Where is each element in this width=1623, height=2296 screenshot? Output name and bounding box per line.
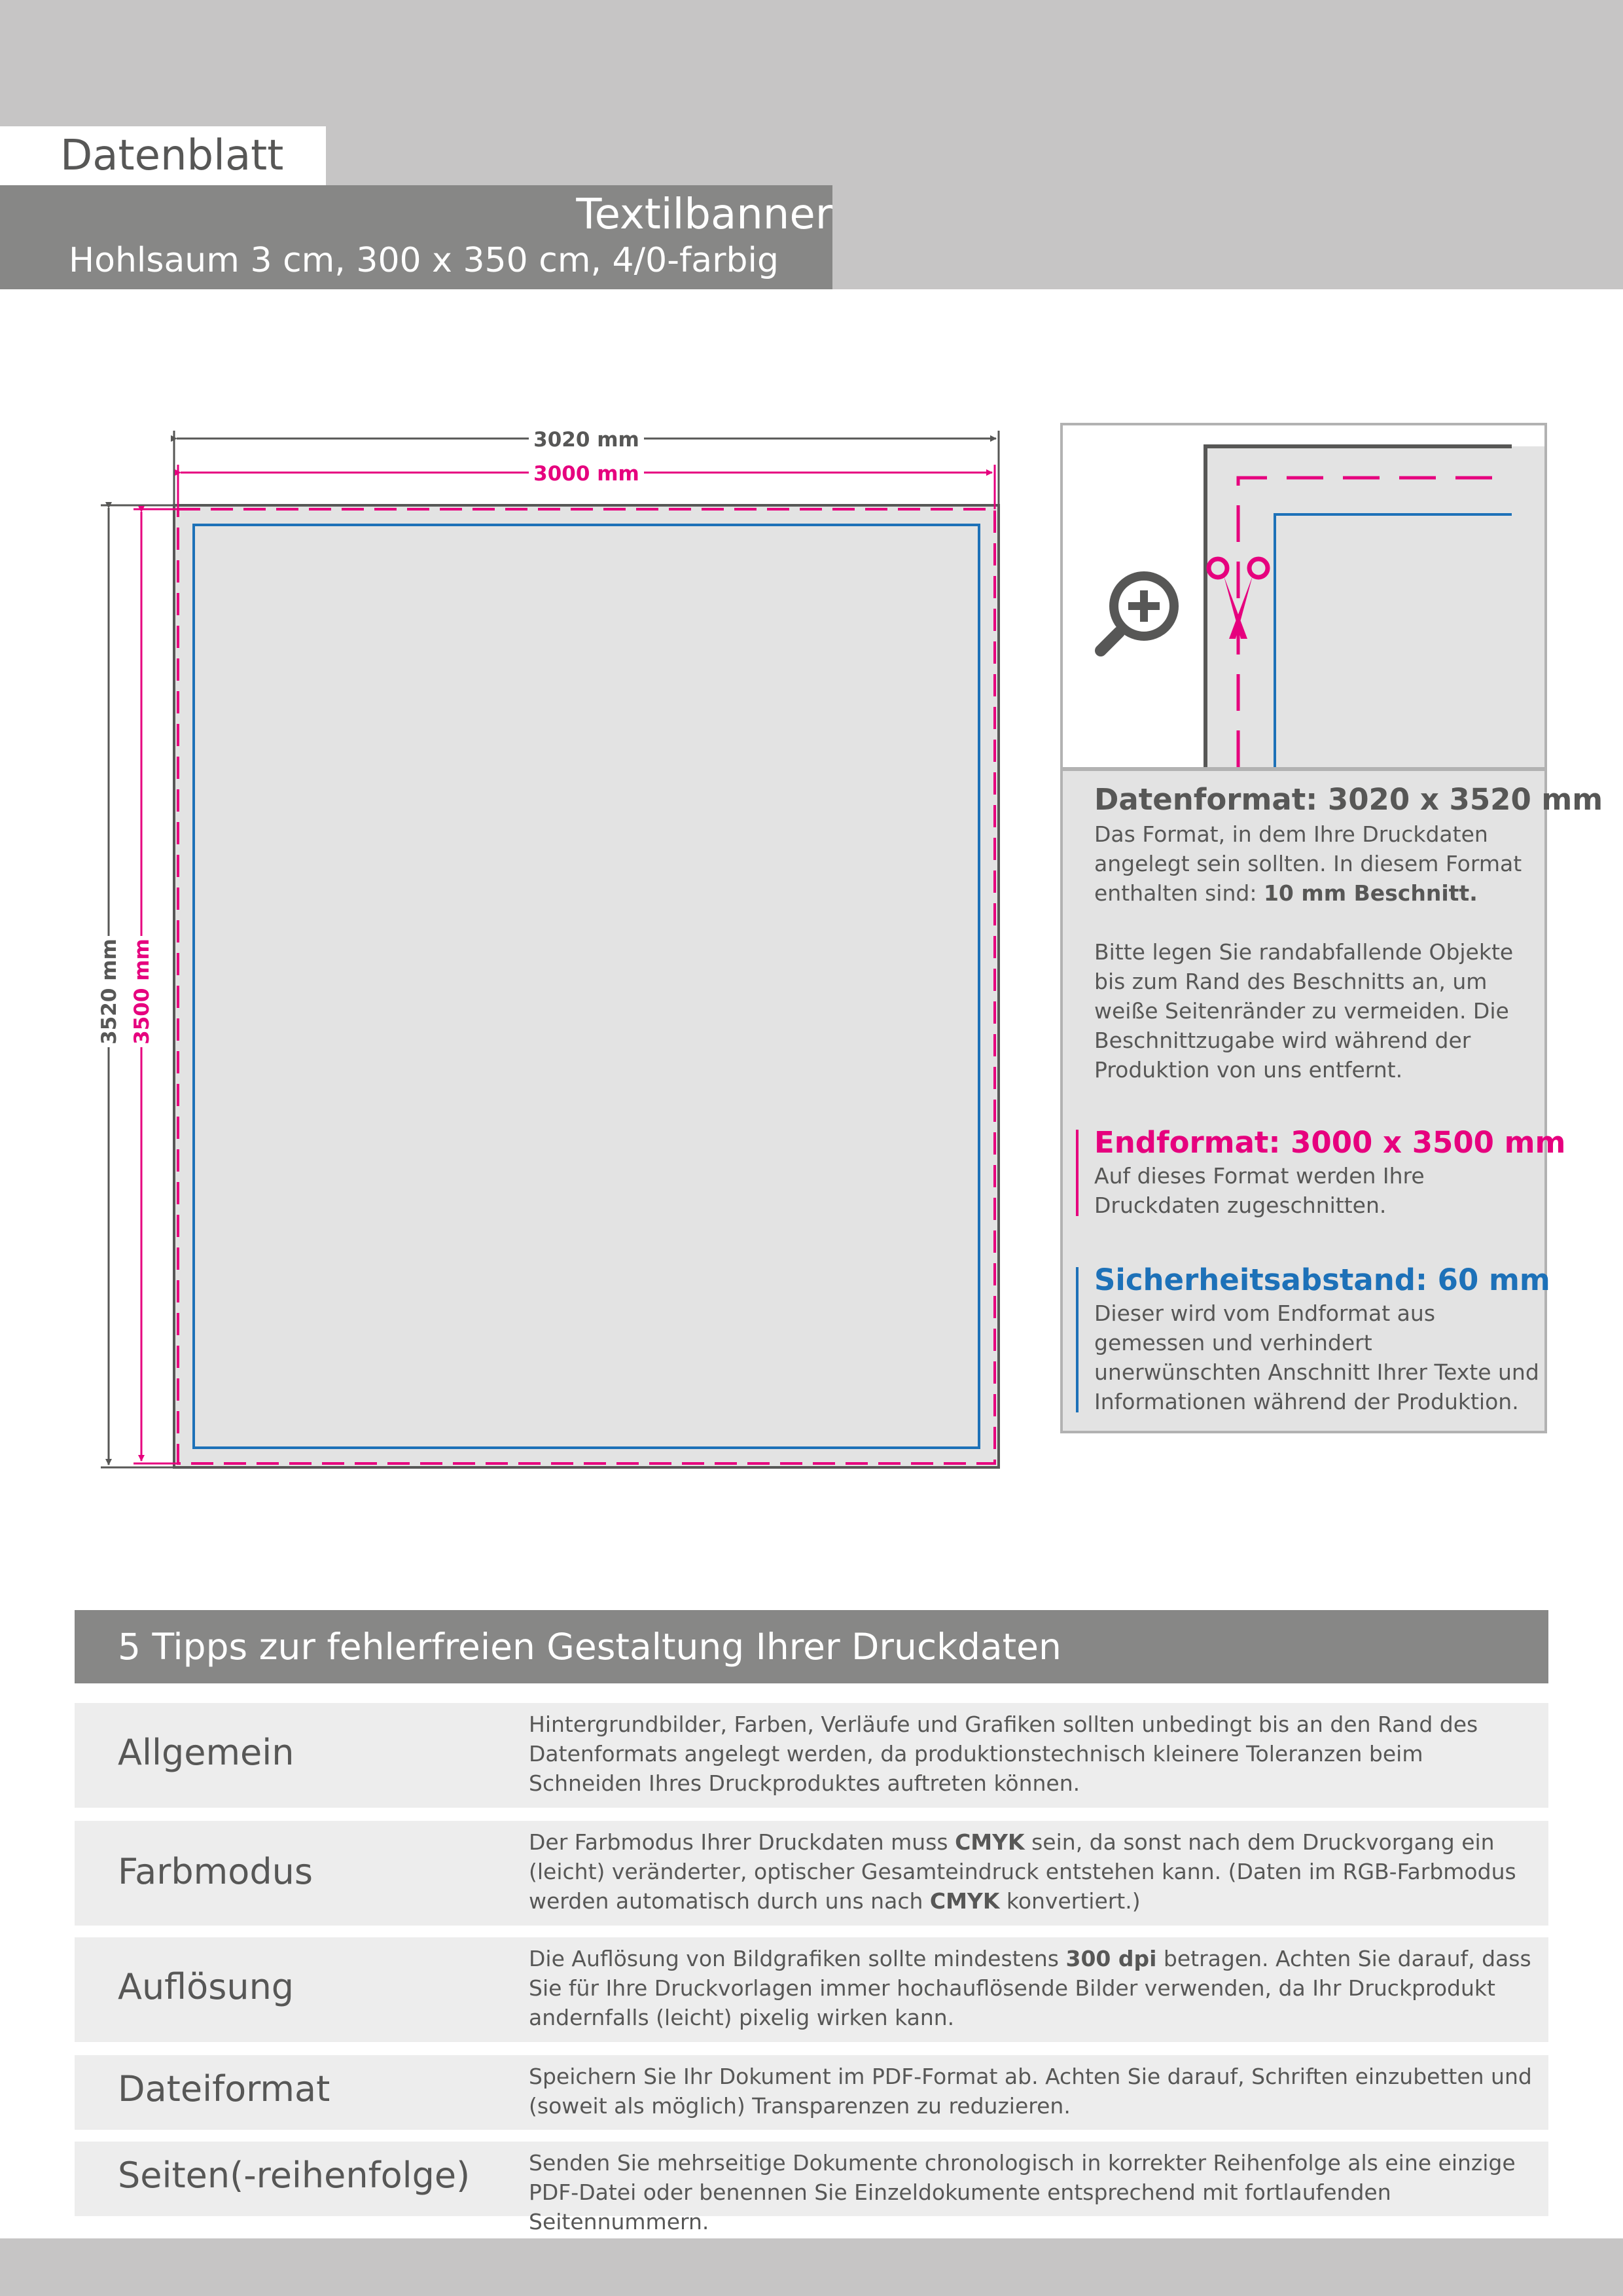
- bleed-text: Bitte legen Sie randabfallende Objekte bis zum Rand des Beschnitts an, um weiße Seitenränder zu vermeiden. Die Beschnittzugabe wird während der Produktion von uns entfernt.: [1094, 939, 1514, 1083]
- safety-heading: Sicherheitsabstand: 60 mm: [1094, 1263, 1550, 1297]
- zoom-detail-frame: [1060, 423, 1547, 770]
- data-format-heading: Datenformat: 3020 x 3520 mm: [1094, 782, 1603, 817]
- tip-text: Der Farbmodus Ihrer Druckdaten muss CMYK sein, da sonst nach dem Druckvorgang ein (leicht) veränderter, optischer Gesamteindruck entstehen kann. (Daten im RGB-Farbmodus werden automatisch durch uns nach CMYK konvertiert.): [529, 1829, 1516, 1914]
- final-format-bar: [1076, 1130, 1079, 1216]
- final-format-text: Auf dieses Format werden Ihre Druckdaten zugeschnitten.: [1094, 1163, 1425, 1218]
- product-subtitle: Hohlsaum 3 cm, 300 x 350 cm, 4/0-farbig: [69, 241, 779, 280]
- tip-text: Senden Sie mehrseitige Dokumente chronologisch in korrekter Reihenfolge als eine einzige PDF-Datei oder benennen Sie Einzeldokumente entsprechend mit fortlaufenden Seitennummern.: [529, 2150, 1516, 2234]
- final-width-label: 3000 mm: [533, 462, 639, 486]
- data-format-rect: [174, 505, 999, 1467]
- format-info-box: [1060, 768, 1603, 1433]
- zoom-in-icon: [1101, 576, 1174, 651]
- tip-text: Speichern Sie Ihr Dokument im PDF-Format ab. Achten Sie darauf, Schriften einzubetten und (soweit als möglich) Transparenzen zu reduzieren.: [529, 2064, 1532, 2119]
- footer-band: [0, 2238, 1623, 2296]
- product-title: Textilbanner: [576, 190, 832, 239]
- safety-bar: [1076, 1267, 1079, 1412]
- final-format-heading: Endformat: 3000 x 3500 mm: [1094, 1125, 1566, 1160]
- tip-row-seiten: [75, 2142, 1548, 2234]
- data-height-label: 3520 mm: [98, 939, 121, 1045]
- format-diagram: [0, 393, 1021, 1492]
- tip-row-dateiformat: [75, 2055, 1548, 2130]
- tip-row-farbmodus: [75, 1821, 1548, 1926]
- data-width-label: 3020 mm: [533, 428, 639, 452]
- tip-text: Die Auflösung von Bildgrafiken sollte mindestens 300 dpi betragen. Achten Sie darauf, dass Sie für Ihre Druckvorlagen immer hochauflösende Bilder verwenden, da Ihr Druckprodukt andernfalls (leicht) pixelig wirken kann.: [529, 1946, 1531, 2030]
- tip-label: Allgemein: [118, 1732, 294, 1773]
- final-height-label: 3500 mm: [130, 939, 154, 1045]
- tip-label: Auflösung: [118, 1966, 294, 2007]
- tips-title: 5 Tipps zur fehlerfreien Gestaltung Ihrer Druckdaten: [118, 1626, 1061, 1668]
- tip-row-aufloesung: [75, 1937, 1548, 2042]
- tip-label: Dateiformat: [118, 2068, 330, 2109]
- data-format-text: Das Format, in dem Ihre Druckdaten angelegt sein sollten. In diesem Format enthalten sind: 10 mm Beschnitt.: [1094, 821, 1522, 906]
- safety-text: Dieser wird vom Endformat aus gemessen und verhindert unerwünschten Anschnitt Ihrer Texte und Informationen während der Produktion.: [1094, 1300, 1539, 1414]
- tip-label: Seiten(-reihenfolge): [118, 2155, 471, 2196]
- tip-label: Farbmodus: [118, 1851, 313, 1892]
- datasheet-label: Datenblatt: [60, 132, 284, 180]
- tip-text: Hintergrundbilder, Farben, Verläufe und Grafiken sollten unbedingt bis an den Rand des Datenformats angelegt werden, da produktionstechnisch kleinere Toleranzen beim Schneiden Ihres Druckproduktes auftreten können.: [529, 1712, 1478, 1796]
- tip-row-allgemein: [75, 1703, 1548, 1808]
- corner-detail: [1063, 425, 1544, 767]
